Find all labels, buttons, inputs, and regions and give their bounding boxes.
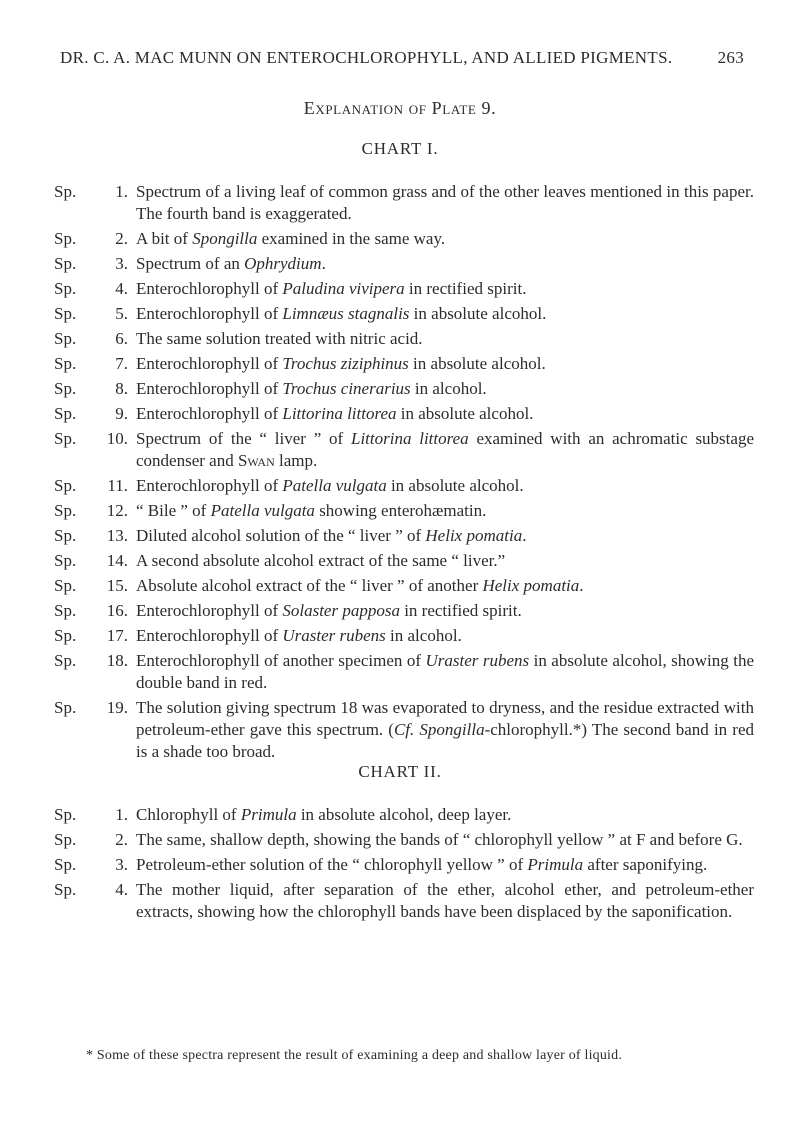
spectrum-abbrev: Sp. (54, 880, 77, 899)
spectrum-abbrev: Sp. (54, 279, 77, 298)
chart-2-heading: CHART II. (358, 762, 442, 781)
spectrum-description: Spectrum of the “ liver ” of Littorina littorea examined with an achromatic substage condenser and Swan lamp. (136, 429, 754, 470)
chart-1-entry (54, 328, 754, 350)
spectrum-description: The same solution treated with nitric acid. (136, 329, 423, 348)
chart-1-entry (54, 650, 754, 694)
chart-1-entry (54, 600, 754, 622)
chart-1-entry (54, 181, 754, 225)
spectrum-number: 2. (115, 229, 128, 248)
spectrum-description: Enterochlorophyll of Solaster papposa in rectified spirit. (136, 601, 522, 620)
spectrum-description: The mother liquid, after separation of the ether, alcohol ether, and petroleum-ether extracts, showing how the chlorophyll bands have been displaced by the saponification. (136, 880, 754, 921)
spectrum-abbrev: Sp. (54, 805, 77, 824)
spectrum-abbrev: Sp. (54, 830, 77, 849)
spectrum-abbrev: Sp. (54, 501, 77, 520)
chart-1-entry (54, 228, 754, 250)
spectrum-description: Spectrum of an Ophrydium. (136, 254, 326, 273)
spectrum-number: 2. (115, 830, 128, 849)
chart-2-entry (54, 879, 754, 923)
spectrum-number: 15. (106, 576, 128, 595)
spectrum-description: A bit of Spongilla examined in the same way. (136, 229, 446, 248)
chart-1-entry (54, 303, 754, 325)
chart-2-entry-list (54, 804, 754, 926)
spectrum-description: Diluted alcohol solution of the “ liver ” of Helix pomatia. (136, 526, 527, 545)
chart-1-entry (54, 353, 754, 375)
spectrum-number: 8. (115, 379, 128, 398)
spectrum-description: Enterochlorophyll of Paludina vivipera in rectified spirit. (136, 279, 527, 298)
spectrum-abbrev: Sp. (54, 379, 77, 398)
running-head (60, 48, 744, 68)
chart-1-entry (54, 403, 754, 425)
spectrum-number: 3. (115, 855, 128, 874)
spectrum-number: 10. (106, 429, 128, 448)
spectrum-abbrev: Sp. (54, 698, 77, 717)
spectrum-description: Enterochlorophyll of another specimen of Uraster rubens in absolute alcohol, showing the double band in red. (136, 651, 754, 692)
chart-1-entry (54, 575, 754, 597)
chart-1-entry-list (54, 181, 754, 766)
spectrum-number: 6. (115, 329, 128, 348)
spectrum-abbrev: Sp. (54, 404, 77, 423)
spectrum-abbrev: Sp. (54, 304, 77, 323)
chart-1-entry (54, 278, 754, 300)
spectrum-number: 16. (106, 601, 128, 620)
spectrum-description: Spectrum of a living leaf of common grass and of the other leaves mentioned in this paper. The fourth band is exaggerated. (136, 182, 754, 223)
spectrum-abbrev: Sp. (54, 182, 77, 201)
spectrum-description: Enterochlorophyll of Patella vulgata in absolute alcohol. (136, 476, 524, 495)
spectrum-abbrev: Sp. (54, 476, 77, 495)
spectrum-number: 4. (115, 880, 128, 899)
spectrum-abbrev: Sp. (54, 354, 77, 373)
spectrum-description: A second absolute alcohol extract of the same “ liver.” (136, 551, 506, 570)
spectrum-description: Absolute alcohol extract of the “ liver ” of another Helix pomatia. (136, 576, 584, 595)
chart-2-entry (54, 829, 754, 851)
spectrum-description: Enterochlorophyll of Limnæus stagnalis in absolute alcohol. (136, 304, 547, 323)
spectrum-number: 13. (106, 526, 128, 545)
spectrum-description: Petroleum-ether solution of the “ chlorophyll yellow ” of Primula after saponifying. (136, 855, 708, 874)
spectrum-description: Enterochlorophyll of Trochus ziziphinus in absolute alcohol. (136, 354, 546, 373)
spectrum-description: The same, shallow depth, showing the bands of “ chlorophyll yellow ” at F and before G. (136, 830, 743, 849)
spectrum-abbrev: Sp. (54, 601, 77, 620)
spectrum-number: 4. (115, 279, 128, 298)
plate-title: Explanation of Plate 9. (303, 98, 497, 118)
chart-1-heading: CHART I. (361, 139, 439, 158)
spectrum-number: 14. (106, 551, 128, 570)
chart-2-entry (54, 854, 754, 876)
chart-1-entry (54, 625, 754, 647)
spectrum-number: 9. (115, 404, 128, 423)
spectrum-number: 18. (106, 651, 128, 670)
spectrum-description: The solution giving spectrum 18 was evaporated to dryness, and the residue extracted with petroleum-ether gave this spectrum. (Cf. Spongilla-chlorophyll.*) The second band in red is a shade too broad. (136, 698, 755, 761)
spectrum-abbrev: Sp. (54, 526, 77, 545)
chart-1-entry (54, 697, 754, 763)
chart-1-entry (54, 500, 754, 522)
spectrum-number: 17. (106, 626, 128, 645)
spectrum-abbrev: Sp. (54, 855, 77, 874)
spectrum-description: Enterochlorophyll of Trochus cinerarius in alcohol. (136, 379, 487, 398)
spectrum-abbrev: Sp. (54, 429, 77, 448)
spectrum-abbrev: Sp. (54, 254, 77, 273)
spectrum-number: 19. (106, 698, 128, 717)
spectrum-description: “ Bile ” of Patella vulgata showing enterohæmatin. (136, 501, 487, 520)
chart-1-entry (54, 428, 754, 472)
spectrum-abbrev: Sp. (54, 576, 77, 595)
chart-2-entry (54, 804, 754, 826)
spectrum-number: 1. (115, 805, 128, 824)
chart-1-entry (54, 525, 754, 547)
spectrum-number: 5. (115, 304, 128, 323)
spectrum-number: 3. (115, 254, 128, 273)
spectrum-number: 11. (107, 476, 128, 495)
spectrum-abbrev: Sp. (54, 551, 77, 570)
spectrum-description: Enterochlorophyll of Uraster rubens in alcohol. (136, 626, 462, 645)
spectrum-abbrev: Sp. (54, 229, 77, 248)
chart-1-entry (54, 475, 754, 497)
footnote: * Some of these spectra represent the result of examining a deep and shallow layer of liquid. (86, 1048, 623, 1063)
running-head-title: DR. C. A. MAC MUNN ON ENTEROCHLOROPHYLL, AND ALLIED PIGMENTS. (60, 48, 673, 67)
spectrum-number: 12. (106, 501, 128, 520)
spectrum-description: Enterochlorophyll of Littorina littorea in absolute alcohol. (136, 404, 534, 423)
chart-1-entry (54, 550, 754, 572)
spectrum-abbrev: Sp. (54, 626, 77, 645)
spectrum-description: Chlorophyll of Primula in absolute alcohol, deep layer. (136, 805, 512, 824)
chart-1-entry (54, 378, 754, 400)
spectrum-number: 1. (115, 182, 128, 201)
spectrum-number: 7. (115, 354, 128, 373)
spectrum-abbrev: Sp. (54, 651, 77, 670)
page-number: 263 (717, 48, 744, 67)
chart-1-entry (54, 253, 754, 275)
spectrum-abbrev: Sp. (54, 329, 77, 348)
